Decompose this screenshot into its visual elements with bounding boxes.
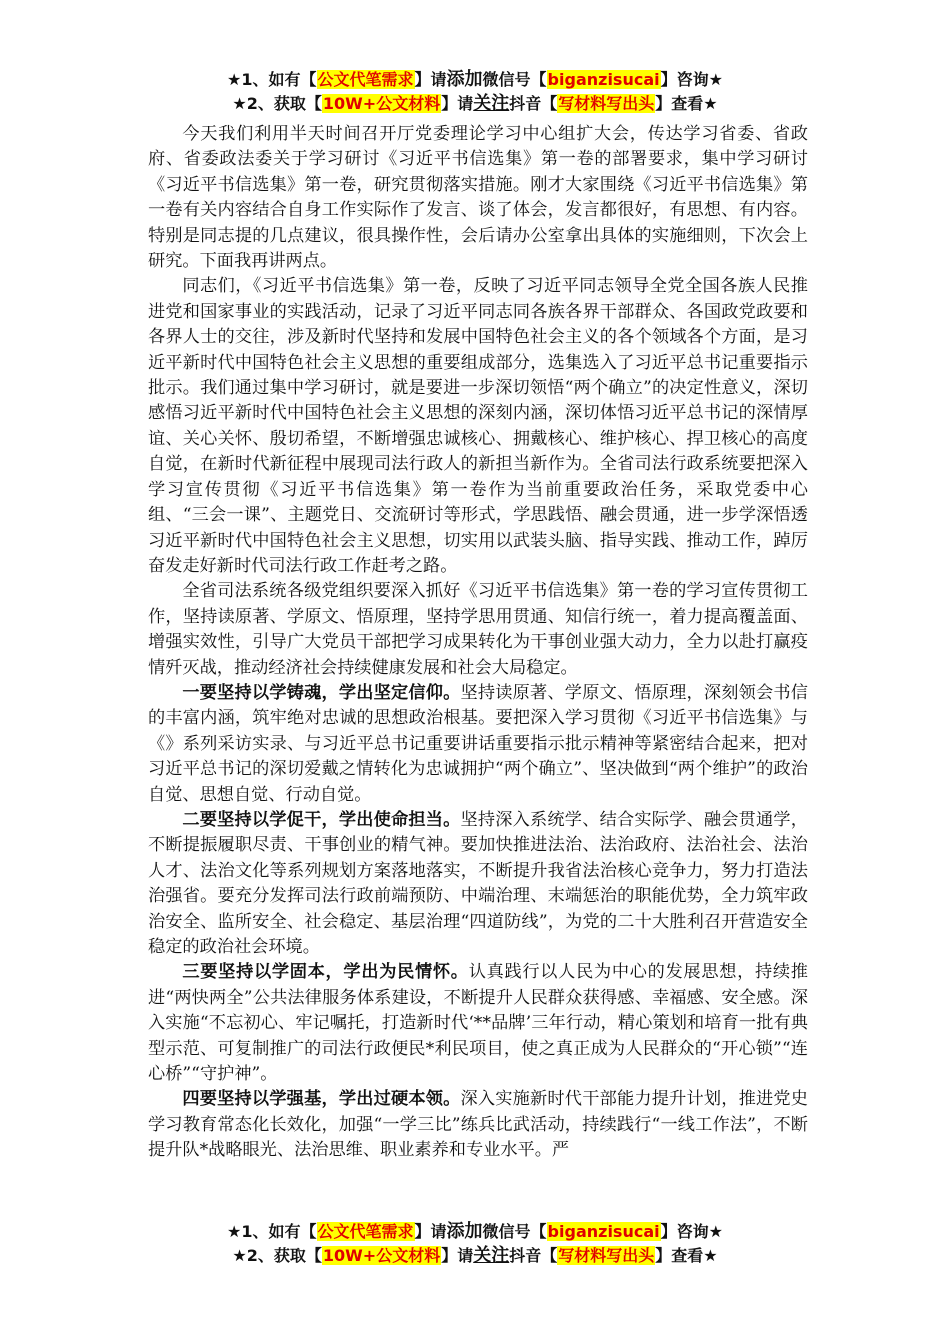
banner-line-2 <box>0 1244 950 1268</box>
highlight-wechat-id: biganzisucai <box>547 1222 660 1241</box>
paragraph-2 <box>148 274 808 579</box>
highlight-douyin-account: 写材料写出头 <box>558 94 655 113</box>
banner-text: 】请 <box>441 1246 474 1265</box>
paragraph-text: 同志们，《习近平书信选集》第一卷，反映了习近平同志领导全党全国各族人民推进党和国家事业的实践活动，记录了习近平同志同各族各界干部群众、各国政党政要和各界人士的交往，涉及新时代坚持和发展中国特色社会主义的各个领域各个方面，是习近平新时代中国特色社会主义思想的重要组成部分，选集选入了习近平总书记重要指示批示。我们通过集中学习研讨，就是要进一步深切领悟“两个确立”的决定性意义，深切感悟习近平新时代中国特色社会主义思想的深刻内涵，深切体悟习近平总书记的深情厚谊、关心关怀、殷切希望，不断增强忠诚核心、拥戴核心、维护核心、捍卫核心的高度自觉，在新时代新征程中展现司法行政人的新担当新作为。全省司法行政系统要把深入学习宣传贯彻《习近平书信选集》第一卷作为当前重要政治任务，采取党委中心组、“三会一课”、主题党日、交流研讨等形式，学思践悟、融会贯通，进一步学深悟透习近平新时代中国特色社会主义思想，切实用以武装头脑、指导实践、推动工作，踔厉奋发走好新时代司法行政工作赶考之路。 <box>148 276 808 576</box>
highlight-materials: 10W+公文材料 <box>322 1246 441 1265</box>
banner-text: 】请 <box>414 70 447 89</box>
document-body <box>148 122 808 1164</box>
banner-text: ★1、如有【 <box>227 70 317 89</box>
paragraph-1 <box>148 122 808 274</box>
footer-banner <box>0 1220 950 1268</box>
banner-text: 】查看★ <box>655 94 718 113</box>
paragraph-3 <box>148 579 808 681</box>
highlight-douyin-account: 写材料写出头 <box>558 1246 655 1265</box>
banner-line-2 <box>0 92 950 116</box>
paragraph-5 <box>148 808 808 960</box>
highlight-service: 公文代笔需求 <box>317 70 414 89</box>
banner-text: 】咨询★ <box>660 1222 723 1241</box>
banner-text: ★2、获取【 <box>232 1246 322 1265</box>
paragraph-lead: 四要坚持以学强基，学出过硬本领。 <box>182 1089 461 1110</box>
paragraph-lead: 三要坚持以学固本，学出为民情怀。 <box>182 962 469 983</box>
highlight-wechat-id: biganzisucai <box>547 70 660 89</box>
paragraph-text: 今天我们利用半天时间召开厅党委理论学习中心组扩大会，传达学习省委、省政府、省委政法委关于学习研讨《习近平书信选集》第一卷的部署要求，集中学习研讨《习近平书信选集》第一卷，研究贯彻落实措施。刚才大家围绕《习近平书信选集》第一卷有关内容结合自身工作实际作了发言、谈了体会，发言都很好，有思想、有内容。特别是同志提的几点建议，很具操作性，会后请办公室拿出具体的实施细则，下次会上研究。下面我再讲两点。 <box>148 124 808 272</box>
banner-text: 】查看★ <box>655 1246 718 1265</box>
banner-text: ★2、获取【 <box>232 94 322 113</box>
paragraph-text: 认真践行以人民为中心的发展思想，持续推进“两快两全”公共法律服务体系建设，不断提升人民群众获得感、幸福感、安全感。深入实施“不忘初心、牢记嘱托，打造新时代‘**品牌’三年行动，精心策划和培育一批有典型示范、可复制推广的司法行政便民*利民项目，使之真正成为人民群众的“开心锁”“连心桥”“守护神”。 <box>148 962 808 1085</box>
highlight-materials: 10W+公文材料 <box>322 94 441 113</box>
banner-text: 微信号【 <box>482 1222 547 1241</box>
banner-text: 】咨询★ <box>660 70 723 89</box>
header-banner <box>0 68 950 116</box>
banner-line-1 <box>0 68 950 92</box>
banner-text: ★1、如有【 <box>227 1222 317 1241</box>
paragraph-lead: 一要坚持以学铸魂，学出坚定信仰。 <box>182 682 461 703</box>
paragraph-text: 全省司法系统各级党组织要深入抓好《习近平书信选集》第一卷的学习宣传贯彻工作，坚持读原著、学原文、悟原理，坚持学思用贯通、知信行统一，着力提高覆盖面、增强实效性，引导广大党员干部把学习成果转化为干事创业强大动力，全力以赴打赢疫情歼灭战，推动经济社会持续健康发展和社会大局稳定。 <box>148 581 808 678</box>
banner-text: 抖音【 <box>509 94 558 113</box>
paragraph-6 <box>148 960 808 1087</box>
banner-text: 微信号【 <box>482 70 547 89</box>
paragraph-text: 深入实施新时代干部能力提升计划，推进党史学习教育常态化长效化，加强“一学三比”练兵比武活动，持续践行“一线工作法”，不断提升队*战略眼光、法治思维、职业素养和专业水平。严 <box>148 1089 808 1161</box>
banner-line-1 <box>0 1220 950 1244</box>
highlight-service: 公文代笔需求 <box>317 1222 414 1241</box>
banner-emphasis: 添加 <box>446 1221 483 1242</box>
banner-emphasis: 关注 <box>473 93 510 114</box>
paragraph-text: 坚持读原著、学原文、悟原理，深刻领会书信的丰富内涵，筑牢绝对忠诚的思想政治根基。要把深入学习贯彻《习近平书信选集》与《》系列采访实录、与习近平总书记重要讲话重要指示批示精神等紧密结合起来，把对习近平总书记的深切爱戴之情转化为忠诚拥护“两个确立”、坚决做到“两个维护”的政治自觉、思想自觉、行动自觉。 <box>148 682 808 805</box>
paragraph-7 <box>148 1087 808 1163</box>
banner-text: 】请 <box>414 1222 447 1241</box>
paragraph-lead: 二要坚持以学促干，学出使命担当。 <box>182 809 461 830</box>
paragraph-4 <box>148 681 808 808</box>
banner-emphasis: 添加 <box>446 69 483 90</box>
banner-emphasis: 关注 <box>473 1245 510 1266</box>
banner-text: 抖音【 <box>509 1246 558 1265</box>
paragraph-text: 坚持深入系统学、结合实际学、融会贯通学，不断提振履职尽责、干事创业的精气神。要加快推进法治、法治政府、法治社会、法治人才、法治文化等系列规划方案落地落实，不断提升我省法治核心竞争力，努力打造法治强省。要充分发挥司法行政前端预防、中端治理、末端惩治的职能优势，全力筑牢政治安全、监所安全、社会稳定、基层治理“四道防线”，为党的二十大胜利召开营造安全稳定的政治社会环境。 <box>148 809 808 957</box>
banner-text: 】请 <box>441 94 474 113</box>
